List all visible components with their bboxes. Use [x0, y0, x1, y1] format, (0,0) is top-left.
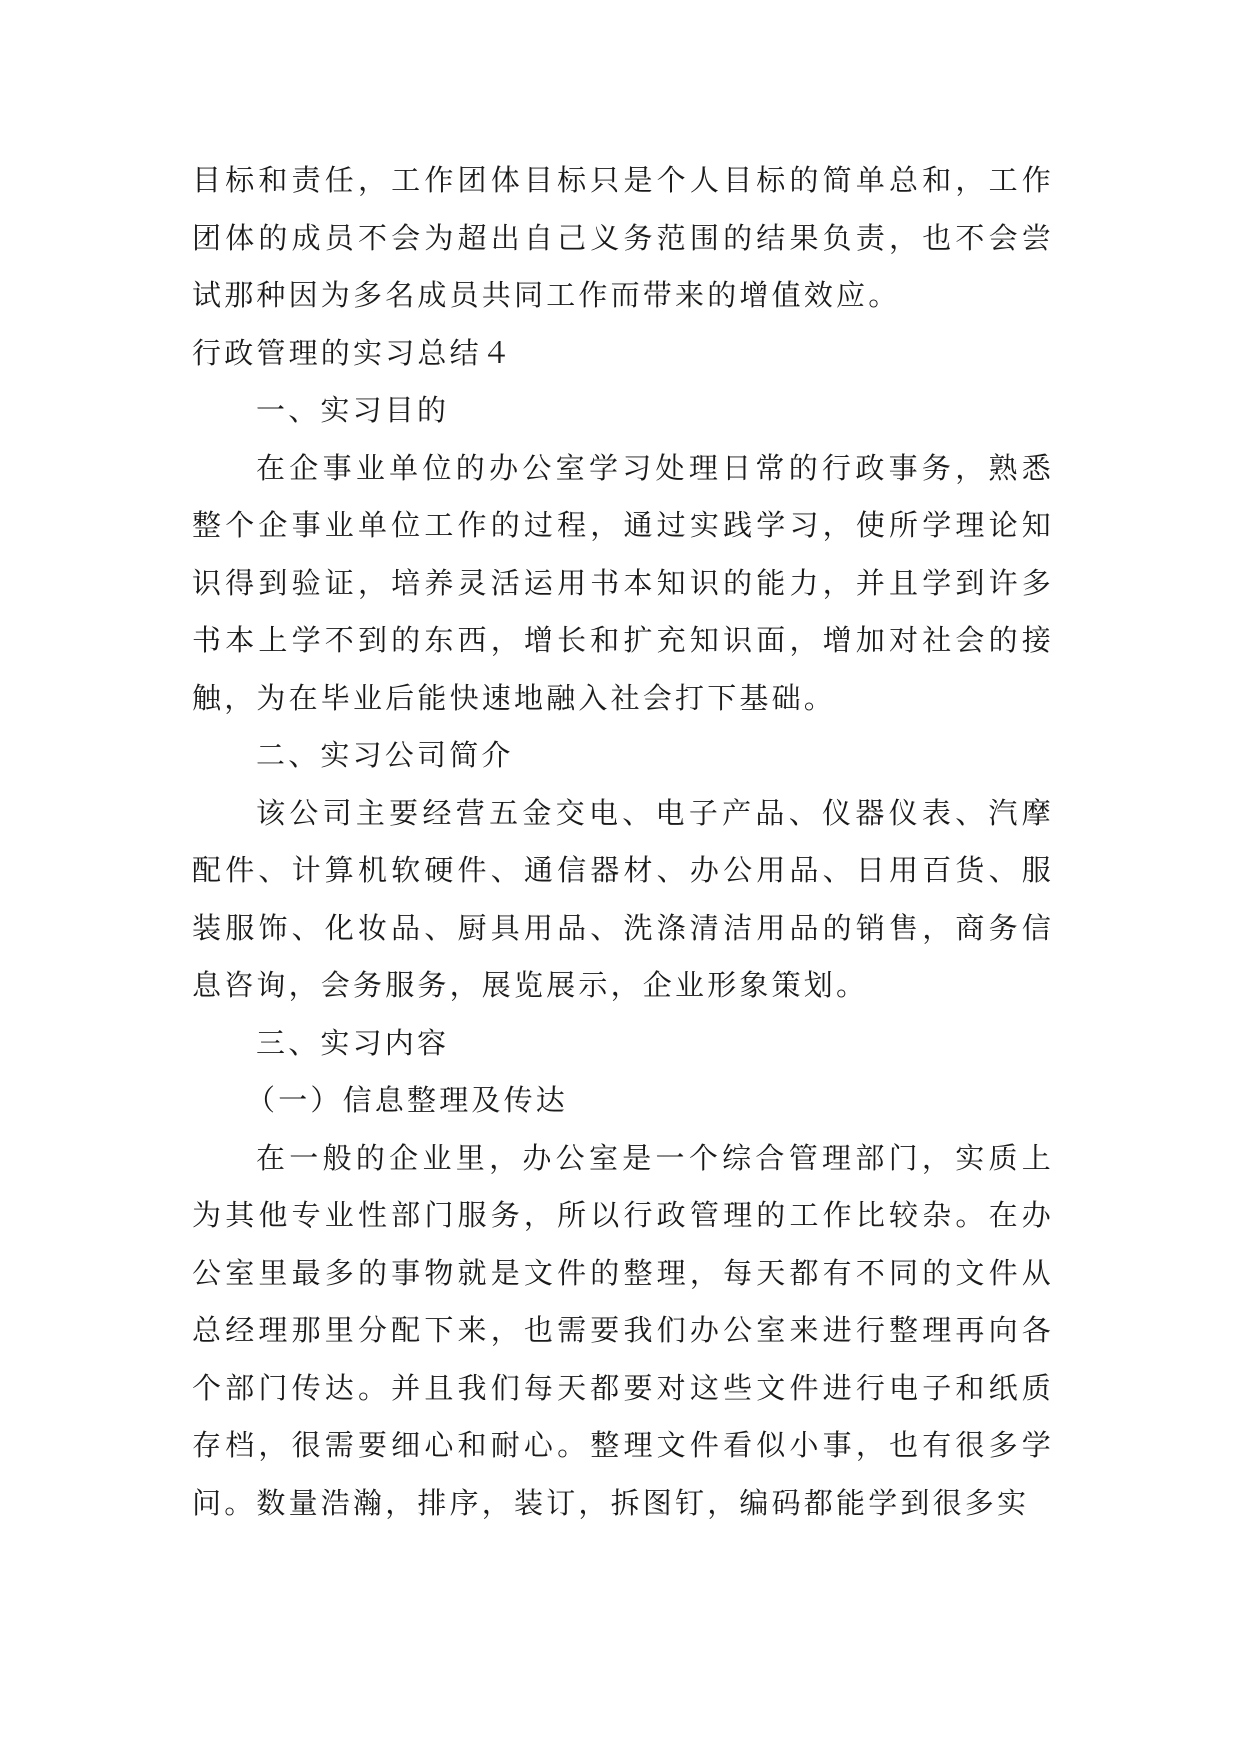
heading-content: 三、实习内容 [256, 1025, 450, 1060]
heading-company-intro: 二、实习公司简介 [256, 738, 514, 772]
paragraph-continuation: 目标和责任，工作团体目标只是个人目标的简单总和，工作团体的成员不会为超出自己义务范围的结果负责，也不会尝试那种因为多名成员共同工作而带来的增值效应。 [192, 163, 1054, 312]
paragraph-info: 在一般的企业里，办公室是一个综合管理部门，实质上为其他专业性部门服务，所以行政管理的工作比较杂。在办公室里最多的事物就是文件的整理，每天都有不同的文件从总经理那里分配下来，也需要我们办公室来进行整理再向各个部门传达。并且我们每天都要对这些文件进行电子和纸质存档，很需要细心和耐心。整理文件看似小事，也有很多学问。数量浩瀚，排序，装订，拆图钉，编码都能学到很多实 [192, 1140, 1054, 1520]
paragraph-purpose: 在企事业单位的办公室学习处理日常的行政事务，熟悉整个企事业单位工作的过程，通过实践学习，使所学理论知识得到验证，培养灵活运用书本知识的能力，并且学到许多书本上学不到的东西，增长和扩充知识面，增加对社会的接触，为在毕业后能快速地融入社会打下基础。 [192, 450, 1054, 715]
document-body [192, 152, 1054, 1532]
subheading-info: （一）信息整理及传达 [246, 1083, 569, 1117]
paragraph-company-intro: 该公司主要经营五金交电、电子产品、仪器仪表、汽摩配件、计算机软硬件、通信器材、办公用品、日用百货、服装服饰、化妆品、厨具用品、洗涤清洁用品的销售，商务信息咨询，会务服务，展览展示，企业形象策划。 [192, 795, 1054, 1002]
heading-purpose: 一、实习目的 [256, 393, 450, 427]
section-title: 行政管理的实习总结４ [192, 335, 515, 370]
